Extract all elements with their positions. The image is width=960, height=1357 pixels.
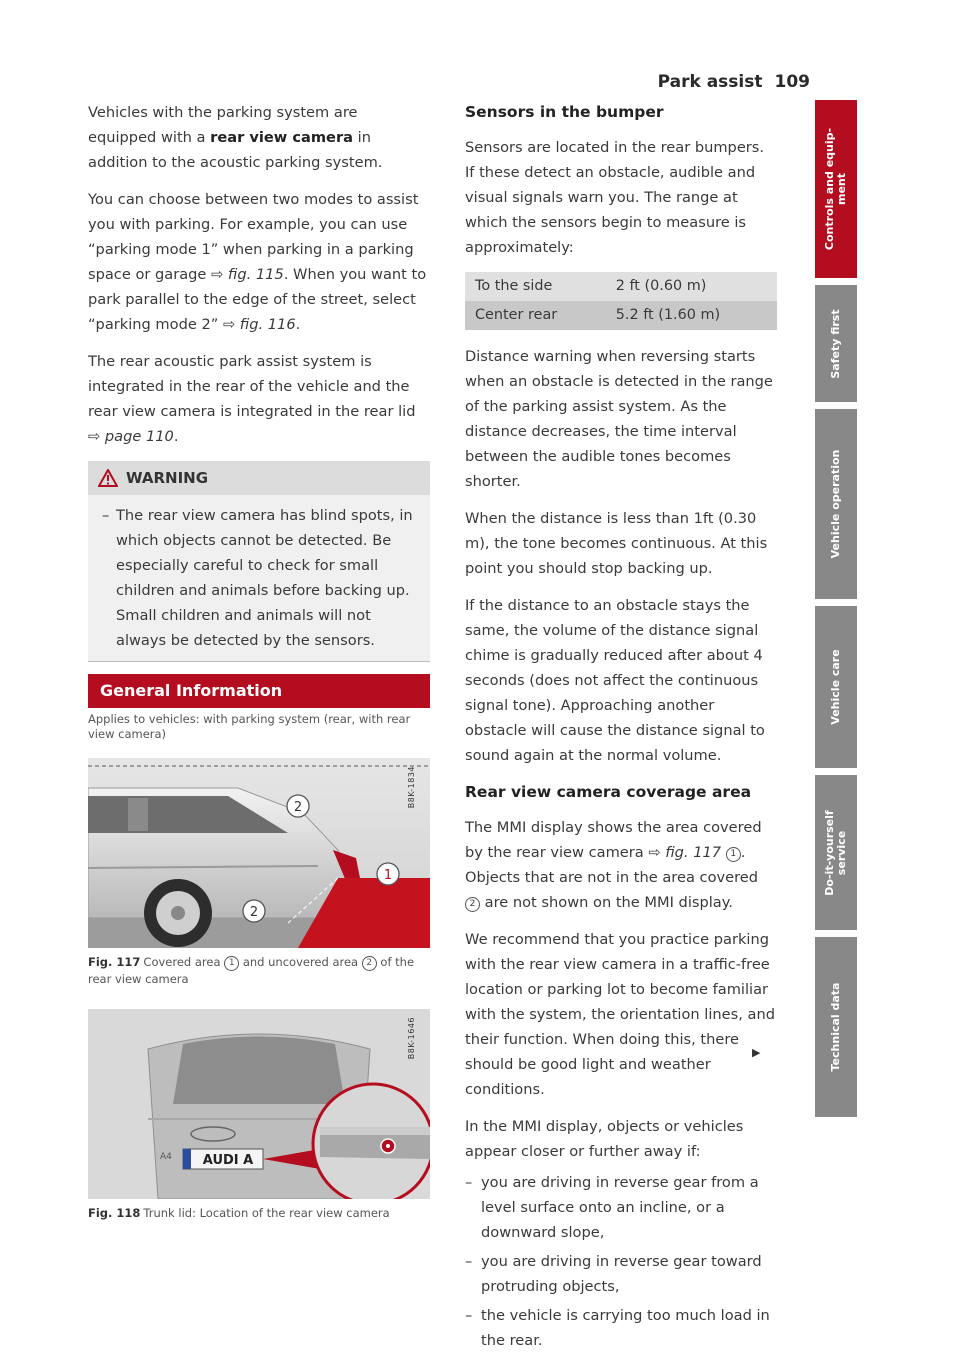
range-table — [465, 272, 777, 330]
tab-label: Technical data — [829, 982, 842, 1072]
text-run: You can choose between two modes to assist you with parking. For example, you can use “parking mode 1” when parking in a parking space or garage — [88, 191, 419, 283]
text-run: . Objects that are not in the area covered — [465, 844, 759, 886]
table-cell-value: 2 ft (0.60 m) — [606, 272, 777, 301]
fig-reference-link[interactable]: ⇨ fig. 116 — [222, 316, 296, 333]
dash-marker: – — [102, 507, 110, 524]
tab-label: Safety first — [829, 308, 842, 379]
figure-number: Fig. 117 — [88, 955, 141, 969]
circled-number: 1 — [224, 956, 239, 971]
applies-to-note: Applies to vehicles: with parking system (rear, with rear view camera) — [88, 712, 411, 741]
figure-number: Fig. 118 — [88, 1206, 141, 1220]
car-rear-coverage-illustration — [88, 758, 430, 948]
tab-vehicle-operation[interactable] — [815, 409, 857, 599]
right-column — [465, 100, 777, 1357]
modes-paragraph — [88, 187, 430, 337]
table-cell-label: To the side — [465, 272, 606, 301]
header-section-title: Park assist — [657, 72, 763, 92]
tab-technical-data[interactable] — [815, 937, 857, 1117]
caption-text: and uncovered area — [239, 955, 362, 969]
tab-safety-first[interactable] — [815, 285, 857, 402]
recommendation-paragraph: We recommend that you practice parking with the rear view camera in a traffic-free location or parking lot to become familiar with the system, the orientation lines, and their function. When doing this, there should be good light and weather conditions. — [465, 931, 775, 1098]
caption-text: of the rear view camera — [88, 955, 415, 986]
figure-code: B8K-1834 — [407, 766, 416, 809]
text-run: . — [173, 428, 179, 445]
warning-box — [88, 461, 430, 662]
text-run: Vehicles with the parking system are equipped with a — [88, 104, 358, 146]
mmi-paragraph: In the MMI display, objects or vehicles appear closer or further away if: — [465, 1118, 744, 1160]
chapter-tabs — [815, 100, 857, 1124]
heading-sensors: Sensors in the bumper — [465, 103, 664, 121]
text-run: are not shown on the MMI display. — [480, 894, 733, 911]
figure-118-image — [88, 1009, 430, 1199]
warning-title: WARNING — [126, 469, 209, 487]
integration-paragraph — [88, 349, 430, 449]
text-run: in addition to the acoustic parking system. — [88, 129, 383, 171]
left-column — [88, 100, 430, 1243]
table-row — [465, 272, 777, 301]
fig-reference-link[interactable]: ⇨ fig. 117 — [648, 844, 722, 861]
heading-camera-coverage: Rear view camera coverage area — [465, 783, 752, 801]
text-run: . — [295, 316, 301, 333]
continuous-tone-paragraph: When the distance is less than 1ft (0.30 m), the tone becomes continuous. At this point you should stop backing up. — [465, 510, 768, 577]
text-run: The rear acoustic park assist system is integrated in the rear of the vehicle and the rear view camera is integrated in the rear lid — [88, 353, 416, 420]
dash-marker: – — [465, 1253, 473, 1270]
trunk-lid-camera-illustration — [88, 1009, 430, 1199]
list-item-text: the vehicle is carrying too much load in the rear. — [481, 1307, 770, 1349]
model-badge: A4 — [160, 1152, 172, 1162]
coverage-paragraph — [465, 815, 777, 915]
figure-117-caption — [88, 954, 430, 987]
list-item — [465, 1170, 777, 1245]
tab-controls-and-equipment[interactable] — [815, 100, 857, 278]
tab-label: Vehicle care — [829, 649, 842, 725]
text-run: The MMI display shows the area covered by the rear view camera — [465, 819, 762, 861]
warning-body — [88, 495, 430, 661]
figure-117-image — [88, 758, 430, 948]
area-label-1: 1 — [383, 868, 393, 883]
caption-text: Trunk lid: Location of the rear view camera — [143, 1206, 390, 1220]
tab-do-it-yourself-service[interactable] — [815, 775, 857, 930]
tab-label: Controls and equip- ment — [823, 127, 848, 251]
text-run: . When you want to park parallel to the edge of the street, select “parking mode 2” — [88, 266, 427, 333]
distance-warning-paragraph: Distance warning when reversing starts when an obstacle is detected in the range of the parking assist system. As the distance decreases, the time interval between the audible tones becomes shorter. — [465, 348, 773, 490]
license-plate-text: AUDI A — [202, 1153, 254, 1168]
dash-marker: – — [465, 1307, 473, 1324]
circled-number: 2 — [465, 897, 480, 912]
fig-reference-link[interactable]: ⇨ fig. 115 — [211, 266, 284, 283]
page-number: 109 — [774, 72, 810, 92]
table-row — [465, 301, 777, 330]
tab-label: Do-it-yourself service — [823, 809, 848, 896]
figure-code: B8K-1646 — [407, 1017, 416, 1060]
dash-marker: – — [465, 1174, 473, 1191]
warning-triangle-icon — [98, 469, 118, 487]
figure-118-caption — [88, 1205, 430, 1221]
caption-text: Covered area — [143, 955, 225, 969]
section-heading: General Information — [88, 674, 430, 708]
intro-paragraph — [88, 100, 430, 175]
circled-number: 2 — [362, 956, 377, 971]
sensors-paragraph: Sensors are located in the rear bumpers. If these detect an obstacle, audible and visual signals warn you. The range at which the sensors begin to measure is approximately: — [465, 139, 765, 256]
warning-text: The rear view camera has blind spots, in which objects cannot be detected. Be especially careful to check for small children and animals before backing up. Small children and animals will not always be detected by the sensors. — [116, 507, 413, 649]
list-item — [465, 1249, 777, 1299]
list-item-text: you are driving in reverse gear from a level surface onto an incline, or a downward slope, — [481, 1174, 759, 1241]
circled-number: 1 — [726, 847, 741, 862]
list-item-text: you are driving in reverse gear toward protruding objects, — [481, 1253, 762, 1295]
list-item — [465, 1303, 777, 1353]
continue-arrow-icon: ▶ — [752, 1046, 761, 1059]
page-reference-link[interactable]: ⇨ page 110 — [88, 428, 174, 445]
area-label-2-lower: 2 — [249, 905, 259, 920]
table-cell-value: 5.2 ft (1.60 m) — [606, 301, 777, 330]
warning-header — [88, 461, 430, 495]
area-label-2-upper: 2 — [293, 800, 303, 815]
running-header — [640, 70, 810, 95]
chime-volume-paragraph: If the distance to an obstacle stays the same, the volume of the distance signal chime is gradually reduced after about 4 seconds (does not affect the continuous signal tone). Approaching another obstacle will cause the distance signal to sound again at the normal volume. — [465, 597, 765, 764]
tab-vehicle-care[interactable] — [815, 606, 857, 768]
table-cell-label: Center rear — [465, 301, 606, 330]
tab-label: Vehicle operation — [829, 449, 842, 559]
bold-term: rear view camera — [210, 129, 353, 146]
